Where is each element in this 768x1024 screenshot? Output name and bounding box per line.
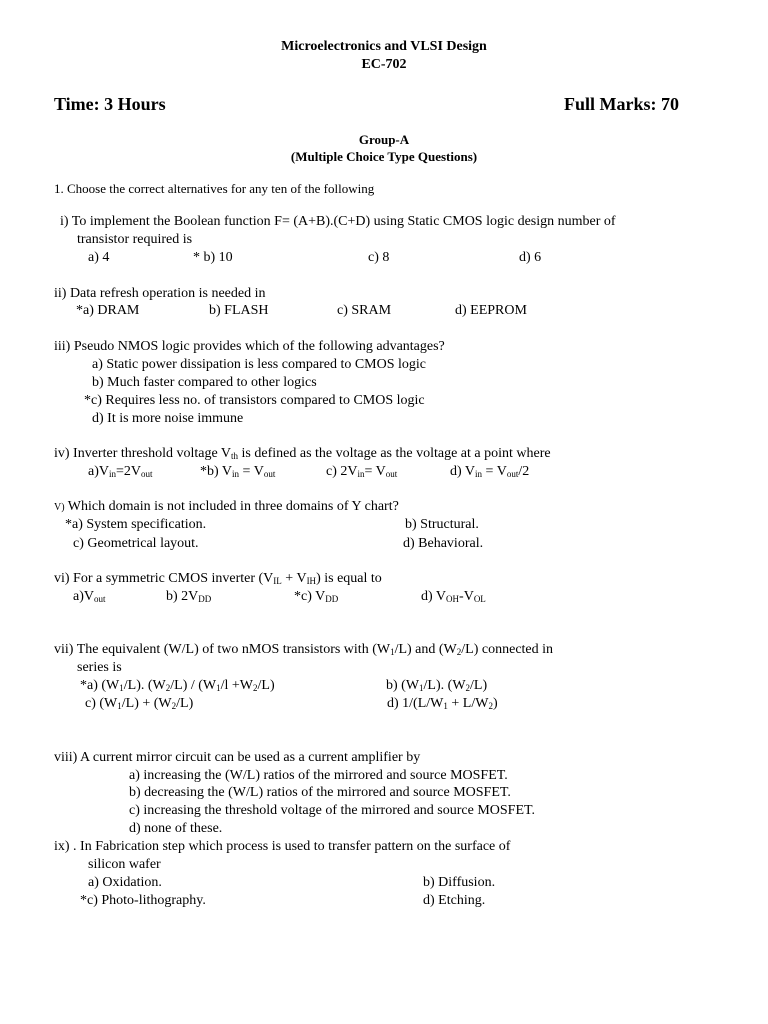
group-name: Group-A — [358, 132, 410, 147]
q4-text: iv) Inverter threshold voltage $V_{th}$ is defined as the voltage as the voltage at a point where — [54, 446, 551, 461]
q9-option-a: a) Oxidation. — [88, 875, 162, 890]
q4-option-d: d) $V_{in} = V_{out}/2$ — [450, 464, 530, 479]
q2-option-a: *a) DRAM — [76, 303, 140, 318]
q5-option-d: d) Behavioral. — [403, 536, 484, 551]
q2-text: ii) Data refresh operation is needed in — [54, 286, 266, 301]
q1-option-c: c) 8 — [368, 250, 390, 265]
q9-option-d: d) Etching. — [423, 893, 486, 908]
q3-option-b: b) Much faster compared to other logics — [92, 375, 317, 390]
q3-option-c: *c) Requires less no. of transistors compared to CMOS logic — [84, 393, 425, 408]
q9-option-c: *c) Photo-lithography. — [80, 893, 206, 908]
q9-text-line1: ix) . In Fabrication step which process is used to transfer pattern on the surface of — [54, 839, 511, 854]
q7-text-line1: vii) The equivalent (W/L) of two nMOS transistors with $(W_1/L)$ and $(W_2/L)$ connected in — [54, 642, 554, 657]
group-subtitle: (Multiple Choice Type Questions) — [290, 149, 478, 164]
q7-text-line2: series is — [77, 660, 122, 675]
q9-option-b: b) Diffusion. — [423, 875, 496, 890]
q1-option-a: a) 4 — [88, 250, 110, 265]
q1-text-line1: i) To implement the Boolean function F= (A+B).(C+D) using Static CMOS logic design number of — [60, 214, 616, 229]
q2-option-d: d) EEPROM — [455, 303, 527, 318]
q1-option-d: d) 6 — [519, 250, 542, 265]
q3-option-a: a) Static power dissipation is less compared to CMOS logic — [92, 357, 427, 372]
q6-option-d: d) $V_{OH}-V_{OL}$ — [421, 589, 486, 604]
q5-option-a: *a) System specification. — [65, 517, 207, 532]
q5-text: V) Which domain is not included in three domains of Y chart? — [54, 499, 399, 514]
q4-option-b: *b) $V_{in} = V_{out}$ — [200, 464, 276, 479]
q2-option-c: c) SRAM — [337, 303, 392, 318]
q7-option-c: c) $(W_1/L) + (W_2/L)$ — [85, 696, 194, 711]
q8-option-c: c) increasing the threshold voltage of the mirrored and source MOSFET. — [129, 803, 536, 818]
q4-option-c: c) $2V_{in}= V_{out}$ — [326, 464, 398, 479]
q6-option-a: $a)V_{out}$ — [73, 589, 106, 604]
full-marks-label: Full Marks: 70 — [564, 94, 679, 114]
time-label: Time: 3 Hours — [54, 94, 166, 114]
q9-text-line2: silicon wafer — [88, 857, 161, 872]
q7-option-b: b) $(W_1/L)$. $(W_2/L)$ — [386, 678, 488, 693]
q6-text: vi) For a symmetric CMOS inverter $(V_{IL} + V_{IH})$ is equal to — [54, 571, 382, 586]
q7-option-d: d) $1/(L/W_1 + L/W_2)$ — [387, 696, 498, 711]
q5-option-b: b) Structural. — [405, 517, 479, 532]
q6-option-b: b) $2V_{DD}$ — [166, 589, 212, 604]
q2-option-b: b) FLASH — [209, 303, 269, 318]
q6-option-c: *c) $V_{DD}$ — [294, 589, 339, 604]
q5-option-c: c) Geometrical layout. — [73, 536, 199, 551]
q1-option-b: * b) 10 — [193, 250, 233, 265]
q7-option-a: *a) $(W_1/L)$. $(W_2/L) / (W_1/l +W_2/L)$ — [80, 678, 275, 693]
q1-text-line2: transistor required is — [77, 232, 193, 247]
paper-code: EC-702 — [361, 57, 407, 72]
paper-title: Microelectronics and VLSI Design — [281, 39, 487, 54]
q8-option-a: a) increasing the (W/L) ratios of the mirrored and source MOSFET. — [129, 768, 508, 783]
q3-option-d: d) It is more noise immune — [92, 411, 244, 426]
instruction: 1. Choose the correct alternatives for any ten of the following — [54, 181, 375, 196]
q4-option-a: $a)V_{in}=2V_{out}$ — [88, 464, 153, 479]
q8-option-d: d) none of these. — [129, 821, 223, 836]
q8-option-b: b) decreasing the (W/L) ratios of the mirrored and source MOSFET. — [129, 785, 511, 800]
q8-text: viii) A current mirror circuit can be used as a current amplifier by — [54, 750, 421, 765]
q3-text: iii) Pseudo NMOS logic provides which of the following advantages? — [54, 339, 445, 354]
